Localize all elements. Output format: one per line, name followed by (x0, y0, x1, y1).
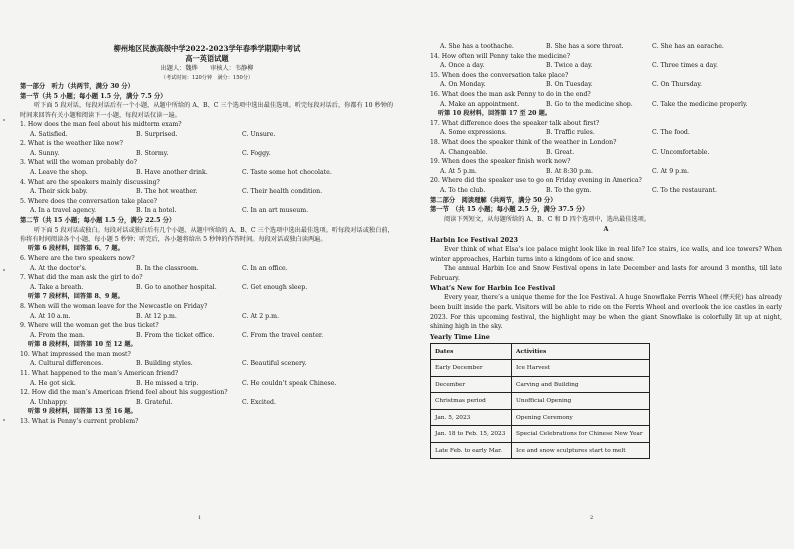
question-text: 17. What difference does the speaker talk about first? (430, 119, 600, 127)
table-cell-date: Christmas period (431, 393, 512, 410)
table-header-dates: Dates (431, 343, 512, 360)
table-header-activities: Activities (512, 343, 650, 360)
section2-instructions: 听下面 5 段对话或独白。每段对话或独白后有几个小题，从题中所给的 A、B、C 三个选项中选出最佳选项。听每段对话或独白前，你将有时间阅读各个小题，每小题 5 秒钟；听完后，各小题将给出 5 秒钟的作答时间。每段对话或独白读两遍。 (20, 226, 394, 243)
question-13-options (430, 42, 782, 52)
option-a: A. She has a toothache. (440, 43, 514, 50)
question-options (20, 149, 394, 159)
question-text: 18. What does the speaker think of the weather in London? (430, 138, 617, 146)
passage-paragraph-3: Every year, there’s a unique theme for the Ice Festival. A huge Snowflake Ferris Wheel (摩天轮) has already been built inside the park. Visitors will be able to ride on the Ferris Wheel and overlook the ice castles in early 2023. For this upcoming festival, the highlight may be when the giant Snowflake is colorfully lit up at night, shining high in the sky. (430, 294, 782, 331)
question-text: 6. Where are the two speakers now? (20, 254, 135, 262)
option-c: C. To the restaurant. (652, 186, 717, 194)
question-group-1-5 (20, 120, 394, 216)
question-options (430, 128, 782, 138)
option-a: A. On Monday. (440, 81, 486, 89)
question-text: 12. How did the man’s American friend feel about his suggestion? (20, 389, 228, 397)
question-text: 19. When does the speaker finish work now? (430, 158, 571, 166)
option-c: C. At 2 p.m. (242, 312, 279, 320)
option-b: B. The hot weather. (136, 188, 198, 196)
table-row (431, 409, 650, 426)
question-options (430, 80, 782, 90)
table-row (431, 426, 650, 443)
question-options (20, 359, 394, 369)
option-c: C. From the travel center. (242, 331, 324, 339)
option-b: B. In the classroom. (136, 264, 199, 272)
option-b: B. Grateful. (136, 398, 173, 406)
table-body (431, 360, 650, 459)
passage-label: A (603, 225, 609, 234)
question-text: 8. When will the woman leave for the Newcastle on Friday? (20, 302, 208, 310)
option-b: B. From the ticket office. (136, 331, 215, 339)
option-a: A. Make an appointment. (440, 100, 520, 108)
option-b: B. Have another drink. (136, 168, 208, 176)
question-options (430, 61, 782, 71)
option-c: C. Uncomfortable. (652, 148, 710, 156)
question-text: 14. How often will Penny take the medicine? (430, 52, 571, 60)
question-text: 20. Where did the speaker use to go on Friday evening in America? (430, 177, 642, 185)
option-a: A. Some expressions. (440, 129, 507, 137)
option-b: B. At 12 p.m. (136, 312, 177, 320)
question-text: 2. What is the weather like now? (20, 140, 123, 148)
option-a: A. Leave the shop. (30, 168, 88, 176)
table-cell-date: Jan. 5, 2023 (431, 409, 512, 426)
question-group-6-7 (20, 254, 394, 292)
question-text: 5. Where does the conversation take place? (20, 197, 157, 205)
option-c: C. Taste some hot chocolate. (242, 168, 332, 176)
option-a: A. He got sick. (30, 379, 76, 387)
option-a: A. Take a breath. (30, 283, 84, 291)
option-a: A. Sunny. (30, 149, 60, 157)
option-a: A. Cultural differences. (30, 360, 104, 368)
exam-staff: 出题人：魏烨 审核人：韦静柳 (160, 65, 254, 72)
passage-subheading: What’s New for Harbin Ice Festival (430, 284, 556, 293)
table-header-row (431, 343, 650, 360)
listen-note-10: 听第 10 段材料，回答第 17 至 20 题。 (438, 110, 552, 118)
option-a: A. Their sick baby. (30, 188, 88, 196)
question-group-8-9 (20, 302, 394, 340)
option-b: B. Go to another hospital. (136, 283, 217, 291)
option-b: B. To the gym. (546, 186, 592, 194)
option-c: C. In an office. (242, 264, 288, 272)
listen-note-9: 听第 9 段材料，回答第 13 至 16 题。 (28, 408, 137, 416)
exam-title: 柳州地区民族高级中学2022-2023学年春季学期期中考试 (113, 44, 301, 53)
option-c: C. Unsure. (242, 130, 276, 138)
option-b: B. She has a sore throat. (546, 43, 624, 50)
table-cell-activity: Opening Ceremony (512, 409, 650, 426)
option-c: C. Three times a day. (652, 62, 718, 70)
option-a: A. Once a day. (440, 62, 485, 70)
table-cell-date: Late Feb. to early Mar. (431, 442, 512, 459)
option-a: A. Changeable. (440, 148, 488, 156)
option-a: A. At 5 p.m. (440, 167, 477, 175)
option-c: C. Beautiful scenery. (242, 360, 307, 368)
table-row (431, 393, 650, 410)
option-c: C. She has an earache. (652, 43, 724, 50)
question-13: 13. What is Penny’s current problem? (20, 418, 139, 426)
table-cell-activity: Ice and snow sculptures start to melt (512, 442, 650, 459)
passage-title: Harbin Ice Festival 2023 (430, 236, 519, 245)
reading-section1-heading: 第一节 （共 15 小题；每小题 2.5 分，满分 37.5 分） (430, 206, 589, 214)
question-text: 11. What happened to the man’s American friend? (20, 370, 179, 378)
table-title: Yearly Time Line (430, 332, 490, 341)
question-text: 15. When does the conversation take place? (430, 71, 569, 79)
question-text: 9. Where will the woman get the bus ticket? (20, 322, 159, 330)
question-options (430, 148, 782, 158)
passage-paragraph-1: Ever think of what Elsa’s ice palace might look like in real life? Ice stairs, ice walls, and ice towers? When winter approaches, Harbin turns into a kingdom of ice and snow. (430, 246, 782, 263)
page-number-right: 2 (590, 515, 594, 521)
question-text: 1. How does the man feel about his midterm exam? (20, 121, 182, 128)
option-a: A. In a travel agency. (30, 207, 97, 215)
option-b: B. On Tuesday. (546, 81, 593, 89)
table-row (431, 376, 650, 393)
exam-subtitle: 高一英语试题 (185, 54, 229, 63)
option-c: C. Foggy. (242, 149, 271, 157)
question-options (20, 168, 394, 178)
option-a: A. From the man. (30, 331, 85, 339)
question-options (20, 379, 394, 389)
listen-note-6: 听第 6 段材料，回答第 6、7 题。 (28, 245, 124, 253)
option-c: C. He couldn’t speak Chinese. (242, 379, 337, 387)
reading-instructions: 阅读下列短文，从每题所给的 A、B、C 和 D 四个选项中，选出最佳选项。 (444, 215, 651, 223)
question-options (20, 264, 394, 274)
question-options (430, 167, 782, 177)
option-c: C. The food. (652, 129, 690, 137)
table-cell-date: Jan. 18 to Feb. 15, 2023 (431, 426, 512, 443)
question-text: 16. What does the man ask Penny to do in the end? (430, 90, 591, 98)
table-cell-date: December (431, 376, 512, 393)
option-b: B. At 8:30 p.m. (546, 167, 593, 175)
option-a: A. To the club. (440, 186, 486, 194)
option-c: C. Take the medicine properly. (652, 100, 748, 108)
question-options (20, 206, 394, 216)
listen-note-7: 听第 7 段材料，回答第 8、9 题。 (28, 293, 124, 301)
option-c: C. In an art museum. (242, 207, 309, 215)
question-options (20, 398, 394, 408)
exam-timing: （考试时间：120分钟 满分：150分） (160, 75, 254, 81)
table-cell-activity: Ice Harvest (512, 360, 650, 377)
table-row (431, 442, 650, 459)
question-options (20, 187, 394, 197)
page-right (404, 0, 794, 549)
question-group-14-16 (430, 52, 782, 110)
question-text: 7. What did the man ask the girl to do? (20, 274, 143, 282)
table-cell-activity: Unofficial Opening (512, 393, 650, 410)
question-options (20, 312, 394, 322)
question-options (20, 283, 394, 293)
option-a: A. Satisfied. (30, 130, 68, 138)
question-text: 4. What are the speakers mainly discussing? (20, 178, 160, 186)
option-b: B. Surprised. (136, 130, 178, 138)
option-a: A. At 10 a.m. (30, 312, 71, 320)
page-number-left: 1 (198, 515, 202, 521)
section1-instructions: 听下面 5 段对话，每段对话后有一个小题，从题中所给的 A、B、C 三个选项中选出最佳选项。听完每段对话后，你都有 10 秒钟的时间来回答有关小题和阅读下一小题，每段对话仅读一遍。 (20, 102, 394, 119)
part1-heading: 第一部分 听力（共两节，满分 30 分） (20, 83, 134, 90)
binding-holes (0, 0, 16, 549)
part2-heading: 第二部分 阅读理解（共两节，满分 50 分） (430, 196, 557, 204)
table-cell-date: Early December (431, 360, 512, 377)
option-c: C. Their health condition. (242, 188, 323, 196)
option-c: C. At 9 p.m. (652, 167, 689, 175)
option-b: B. Stormy. (136, 149, 169, 157)
question-text: 10. What impressed the man most? (20, 350, 131, 358)
table-cell-activity: Carving and Building (512, 376, 650, 393)
option-a: A. Unhappy. (30, 398, 68, 406)
question-text: 3. What will the woman probably do? (20, 159, 137, 167)
section1-heading: 第一节（共 5 小题；每小题 1.5 分，满分 7.5 分） (20, 92, 167, 100)
section2-heading: 第二节（共 15 小题；每小题 1.5 分，满分 22.5 分） (20, 216, 176, 224)
question-options (430, 186, 782, 196)
question-options (20, 130, 394, 140)
table-cell-activity: Special Celebrations for Chinese New Year (512, 426, 650, 443)
option-b: B. In a hotel. (136, 207, 177, 215)
passage-paragraph-2: The annual Harbin Ice and Snow Festival opens in late December and lasts for around 3 months, till late February. (430, 265, 782, 282)
option-b: B. Building styles. (136, 360, 193, 368)
option-b: B. Traffic rules. (546, 129, 595, 137)
option-b: B. Great. (546, 148, 575, 156)
listen-note-8: 听第 8 段材料，回答第 10 至 12 题。 (28, 341, 137, 349)
option-b: B. Twice a day. (546, 62, 593, 70)
question-group-10-12 (20, 350, 394, 408)
option-c: C. Get enough sleep. (242, 283, 308, 291)
table-row (431, 360, 650, 377)
option-c: C. On Thursday. (652, 81, 702, 89)
option-c: C. Excited. (242, 398, 276, 406)
option-b: B. He missed a trip. (136, 379, 199, 387)
question-options (20, 331, 394, 341)
option-a: A. At the doctor’s. (30, 264, 87, 272)
question-options (430, 100, 782, 110)
question-group-17-20 (430, 119, 782, 196)
option-b: B. Go to the medicine shop. (546, 100, 633, 108)
timeline-table (430, 343, 650, 460)
